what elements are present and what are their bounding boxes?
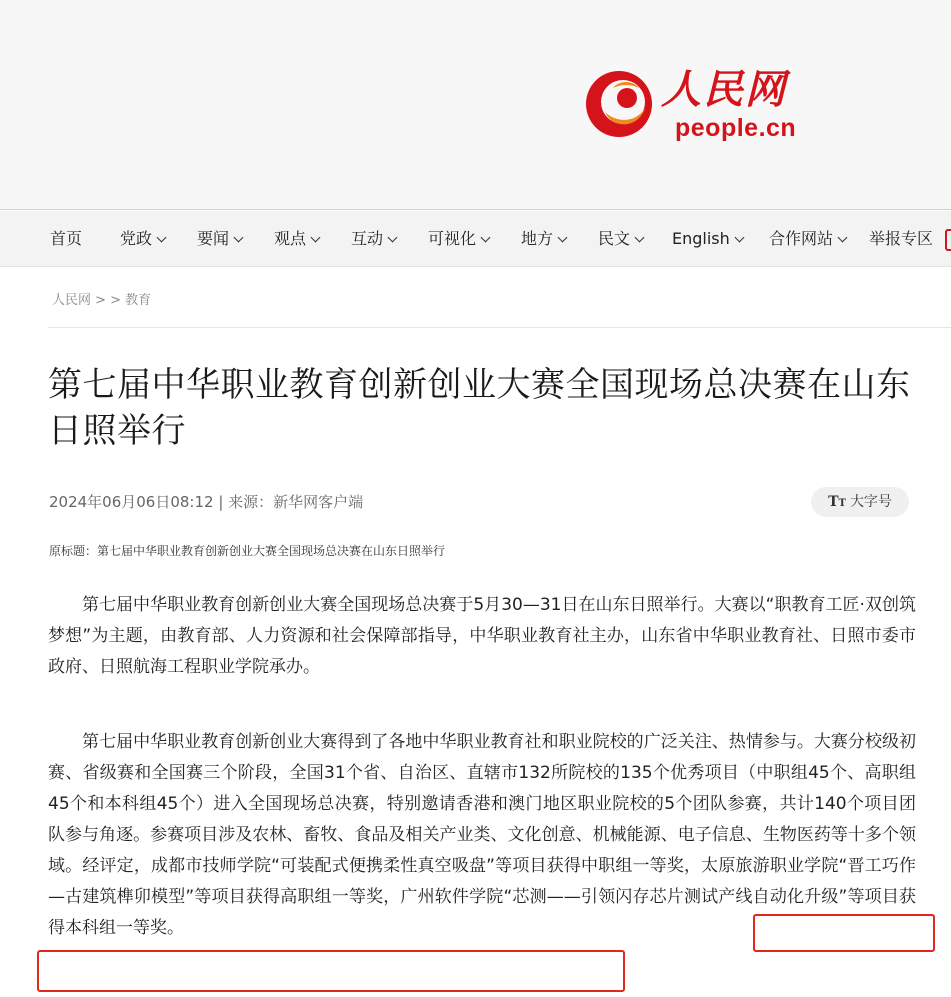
original-title: 原标题：第七届中华职业教育创新创业大赛全国现场总决赛在山东日照举行 — [49, 544, 446, 558]
nav-item-news[interactable]: 要闻 — [197, 211, 242, 267]
nav-item-opinion[interactable]: 观点 — [274, 211, 319, 267]
divider — [48, 327, 951, 328]
nav-item-local[interactable]: 地方 — [521, 211, 566, 267]
nav-item-interaction[interactable]: 互动 — [351, 211, 396, 267]
large-font-label: 大字号 — [849, 494, 892, 510]
breadcrumb[interactable]: 人民网 > > 教育 — [52, 293, 152, 308]
nav-item-visualization[interactable]: 可视化 — [428, 211, 489, 267]
large-font-button[interactable] — [811, 487, 909, 517]
chevron-down-icon — [734, 233, 744, 243]
chevron-down-icon — [481, 233, 491, 243]
logo-chinese-text: 人民网 — [661, 66, 787, 113]
nav-item-report[interactable]: 举报专区 — [869, 229, 934, 248]
chevron-down-icon — [388, 233, 398, 243]
nav-item-ethnic[interactable]: 民文 — [598, 211, 643, 267]
chevron-down-icon — [234, 233, 244, 243]
chevron-down-icon — [311, 233, 321, 243]
article-paragraph-2: 第七届中华职业教育创新创业大赛得到了各地中华职业教育社和职业院校的广泛关注、热情参与。大赛分校级初赛、省级赛和全国赛三个阶段，全国31个省、自治区、直辖市132所院校的135个优秀项目（中职组45个、高职组45个和本科组45个）进入全国现场总决赛，特别邀请香港和澳门地区职业院校的5个团队参赛，共计140个项目团队参与角逐。参赛项目涉及农林、畜牧、食品及相关产业类、文化创意、机械能源、电子信息、生物医药等十多个领域。经评定，成都市技师学院“可装配式便携柔性真空吸盘”等项目获得中职组一等奖，太原旅游职业学院“晋工巧作—古建筑榫卯模型”等项目获得高职组一等奖，广州软件学院“芯测——引领闪存芯片测试产线自动化升级”等项目获得本科组一等奖。 — [48, 732, 916, 938]
page-title: 第七届中华职业教育创新创业大赛全国现场总决赛在山东日照举行 — [48, 365, 911, 451]
people-logo-icon — [583, 68, 655, 140]
nav-item-party[interactable]: 党政 — [120, 211, 165, 267]
nav-item-partners[interactable]: 合作网站 — [769, 211, 846, 267]
highlight-box-top — [753, 914, 935, 952]
highlight-box-bottom — [37, 950, 625, 992]
main-navigation — [0, 211, 951, 267]
article-paragraph-1: 第七届中华职业教育创新创业大赛全国现场总决赛于5月30—31日在山东日照举行。大赛以“职教育工匠·双创筑梦想”为主题，由教育部、人力资源和社会保障部指导，中华职业教育社主办，山东省中华职业教育社、日照市委市政府、日照航海工程职业学院承办。 — [48, 595, 916, 677]
logo-english-text: people.cn — [675, 114, 797, 142]
text-size-icon: TT — [828, 494, 846, 510]
chevron-down-icon — [838, 233, 848, 243]
people-logo[interactable] — [583, 62, 803, 152]
nav-overflow-icon[interactable] — [945, 229, 951, 251]
nav-item-home[interactable]: 首页 — [50, 229, 83, 248]
chevron-down-icon — [157, 233, 167, 243]
chevron-down-icon — [635, 233, 645, 243]
masthead — [0, 0, 951, 210]
nav-item-english[interactable]: English — [672, 211, 743, 267]
chevron-down-icon — [558, 233, 568, 243]
article-meta: 2024年06月06日08:12 | 来源：新华网客户端 — [49, 493, 364, 511]
